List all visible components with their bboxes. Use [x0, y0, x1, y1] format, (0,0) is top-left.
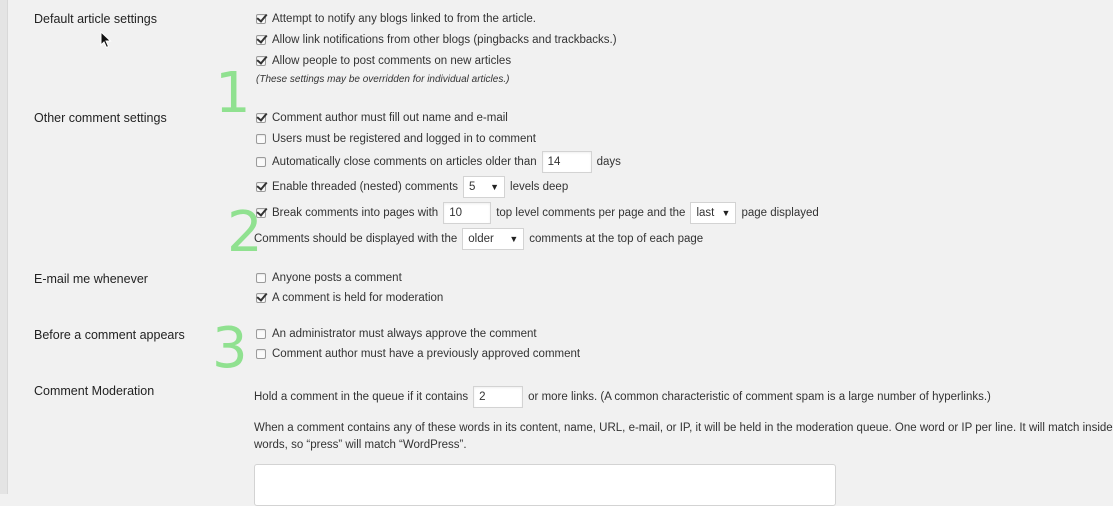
checkbox-email-anyone[interactable] — [256, 273, 266, 283]
option-label: A comment is held for moderation — [272, 292, 444, 304]
annotation-number-3: 3 — [212, 316, 248, 381]
option-label: Users must be registered and logged in to comment — [272, 133, 536, 145]
checkbox-admin-approve[interactable] — [256, 329, 266, 339]
select-value: last — [696, 207, 715, 219]
hold-links-input[interactable]: 2 — [473, 386, 523, 408]
option-auto-close[interactable] — [256, 151, 621, 173]
moderation-description-line1: When a comment contains any of these words in its content, name, URL, e-mail, or IP, it will be held in the moderation queue. One word or IP per line. It will match inside — [254, 422, 1113, 434]
annotation-number-1: 1 — [215, 61, 251, 126]
option-label: Comment author must fill out name and e-mail — [272, 112, 508, 124]
moderation-keys-textarea[interactable] — [254, 464, 836, 506]
comment-order-select[interactable] — [462, 228, 524, 250]
option-paged[interactable] — [256, 202, 819, 224]
checkbox-notify-blogs[interactable] — [256, 14, 266, 24]
option-label: or more links. (A common characteristic of comment spam is a large number of hyperlinks.) — [528, 391, 991, 403]
option-label: An administrator must always approve the comment — [272, 328, 537, 340]
option-threaded[interactable] — [256, 176, 568, 198]
chevron-down-icon: ▼ — [490, 182, 500, 192]
option-label: Automatically close comments on articles older than — [272, 156, 537, 168]
option-pingbacks[interactable] — [256, 31, 617, 49]
select-value: 5 — [469, 181, 476, 193]
option-label: Comments should be displayed with the — [254, 233, 458, 245]
option-allow-comments[interactable] — [256, 52, 511, 70]
option-author-fill[interactable] — [256, 109, 508, 127]
option-order — [254, 228, 703, 250]
option-registered[interactable] — [256, 130, 536, 148]
annotation-number-2: 2 — [227, 200, 263, 265]
option-label: page displayed — [741, 207, 819, 219]
section-title-before-appears: Before a comment appears — [34, 328, 185, 342]
option-label: Allow link notifications from other blogs (pingbacks and trackbacks.) — [272, 34, 617, 46]
select-value: older — [468, 233, 494, 245]
checkbox-email-held[interactable] — [256, 293, 266, 303]
default-page-select[interactable] — [690, 202, 736, 224]
comments-per-page-input[interactable]: 10 — [443, 202, 491, 224]
option-label: top level comments per page and the — [496, 207, 686, 219]
override-note: (These settings may be overridden for individual articles.) — [256, 74, 510, 85]
section-title-email: E-mail me whenever — [34, 272, 148, 286]
section-title-other-comment: Other comment settings — [34, 111, 167, 125]
chevron-down-icon: ▼ — [509, 234, 519, 244]
option-label: levels deep — [510, 181, 569, 193]
close-days-input[interactable]: 14 — [542, 151, 592, 173]
option-email-held[interactable] — [256, 289, 443, 307]
option-label: comments at the top of each page — [529, 233, 704, 245]
option-label: Comment author must have a previously approved comment — [272, 348, 581, 360]
option-label: Anyone posts a comment — [272, 272, 402, 284]
option-label: Hold a comment in the queue if it contains — [254, 391, 469, 403]
option-label: Break comments into pages with — [272, 207, 439, 219]
checkbox-auto-close[interactable] — [256, 157, 266, 167]
moderation-description-line2: words, so “press” will match “WordPress”. — [254, 439, 467, 451]
left-edge-strip — [0, 0, 8, 494]
checkbox-allow-comments[interactable] — [256, 56, 266, 66]
checkbox-threaded[interactable] — [256, 182, 266, 192]
section-title-moderation: Comment Moderation — [34, 384, 155, 398]
checkbox-previously-approved[interactable] — [256, 349, 266, 359]
section-title-default-article: Default article settings — [34, 12, 157, 26]
mouse-pointer-icon — [100, 31, 112, 49]
option-label: days — [596, 156, 621, 168]
checkbox-author-fill[interactable] — [256, 113, 266, 123]
checkbox-registered[interactable] — [256, 134, 266, 144]
option-email-anyone[interactable] — [256, 269, 402, 287]
option-admin-approve[interactable] — [256, 325, 537, 343]
option-hold-links — [254, 386, 991, 408]
option-label: Allow people to post comments on new articles — [272, 55, 512, 67]
chevron-down-icon: ▼ — [721, 208, 731, 218]
thread-depth-select[interactable] — [463, 176, 505, 198]
option-previously-approved[interactable] — [256, 345, 580, 363]
checkbox-pingbacks[interactable] — [256, 35, 266, 45]
option-label: Enable threaded (nested) comments — [272, 181, 459, 193]
option-notify-blogs[interactable] — [256, 10, 536, 28]
option-label: Attempt to notify any blogs linked to from the article. — [272, 13, 536, 25]
